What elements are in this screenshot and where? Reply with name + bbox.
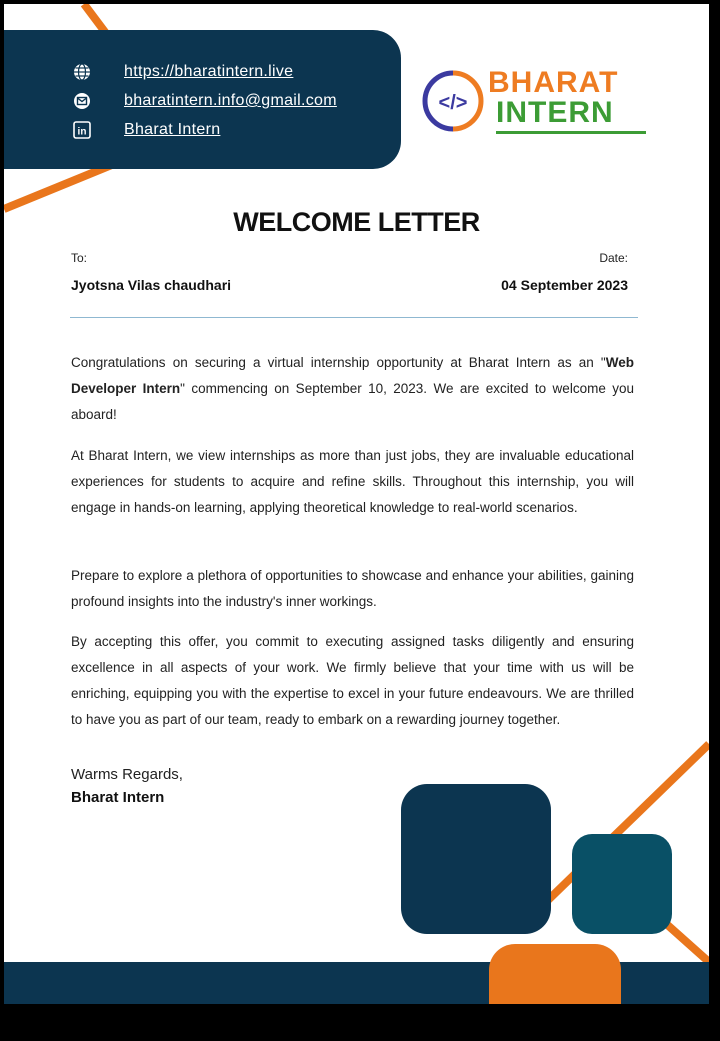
- linkedin-row[interactable]: [72, 119, 220, 141]
- signature-name: Bharat Intern: [71, 789, 165, 806]
- letter-page: [4, 4, 709, 1004]
- decorative-orange-tab: [489, 944, 621, 1004]
- email-icon: [72, 91, 92, 111]
- to-label: To:: [71, 251, 88, 265]
- bharat-intern-logo: [421, 64, 661, 139]
- logo-underline: [496, 131, 646, 134]
- linkedin-icon: [72, 120, 92, 140]
- paragraph-2: At Bharat Intern, we view internships as more than just jobs, they are invaluable educational experiences for students to acquire and refine skills. Throughout this internship, you will engage in hands-on learning, applying theoretical knowledge to real-world scenarios.: [71, 448, 634, 515]
- letter-title: WELCOME LETTER: [233, 207, 480, 237]
- contact-header: [4, 30, 401, 169]
- logo-word-bharat: BHARAT: [488, 66, 619, 99]
- website-row[interactable]: [72, 61, 293, 83]
- svg-text:in: in: [77, 126, 87, 138]
- paragraph-4: By accepting this offer, you commit to executing assigned tasks diligently and ensuring excellence in all aspects of your work. We firmly believe that your time with us will be enriching, equipping you with the expertise to excel in your future endeavours. We are thrilled to have you as part of our team, ready to embark on a rewarding journey together.: [71, 634, 634, 727]
- recipient-name: Jyotsna Vilas chaudhari: [71, 277, 232, 293]
- globe-icon: [72, 62, 92, 82]
- logo-symbol: </>: [438, 92, 468, 114]
- email-link[interactable]: bharatintern.info@gmail.com: [124, 92, 337, 109]
- top-left-stripe-2: [4, 164, 114, 209]
- closing-text: Warms Regards,: [71, 766, 183, 783]
- decorative-teal-square: [572, 834, 672, 934]
- paragraph-1: Congratulations on securing a virtual internship opportunity at Bharat Intern as an "Web Developer Intern" commencing on September 10, 2023. We are excited to welcome you aboard!: [71, 355, 634, 422]
- decorative-navy-square: [401, 784, 551, 934]
- header-divider: [70, 317, 638, 318]
- date-label: Date:: [599, 251, 628, 265]
- linkedin-link[interactable]: Bharat Intern: [124, 121, 221, 138]
- website-link[interactable]: https://bharatintern.live: [124, 63, 294, 80]
- role-name: Web Developer Intern: [71, 355, 634, 396]
- code-logo-icon: [421, 69, 485, 133]
- email-row[interactable]: [72, 90, 337, 112]
- paragraph-3: Prepare to explore a plethora of opportunities to showcase and enhance your abilities, gaining profound insights into the industry's inner workings.: [71, 568, 634, 609]
- letter-date: 04 September 2023: [501, 277, 628, 293]
- logo-word-intern: INTERN: [496, 96, 614, 129]
